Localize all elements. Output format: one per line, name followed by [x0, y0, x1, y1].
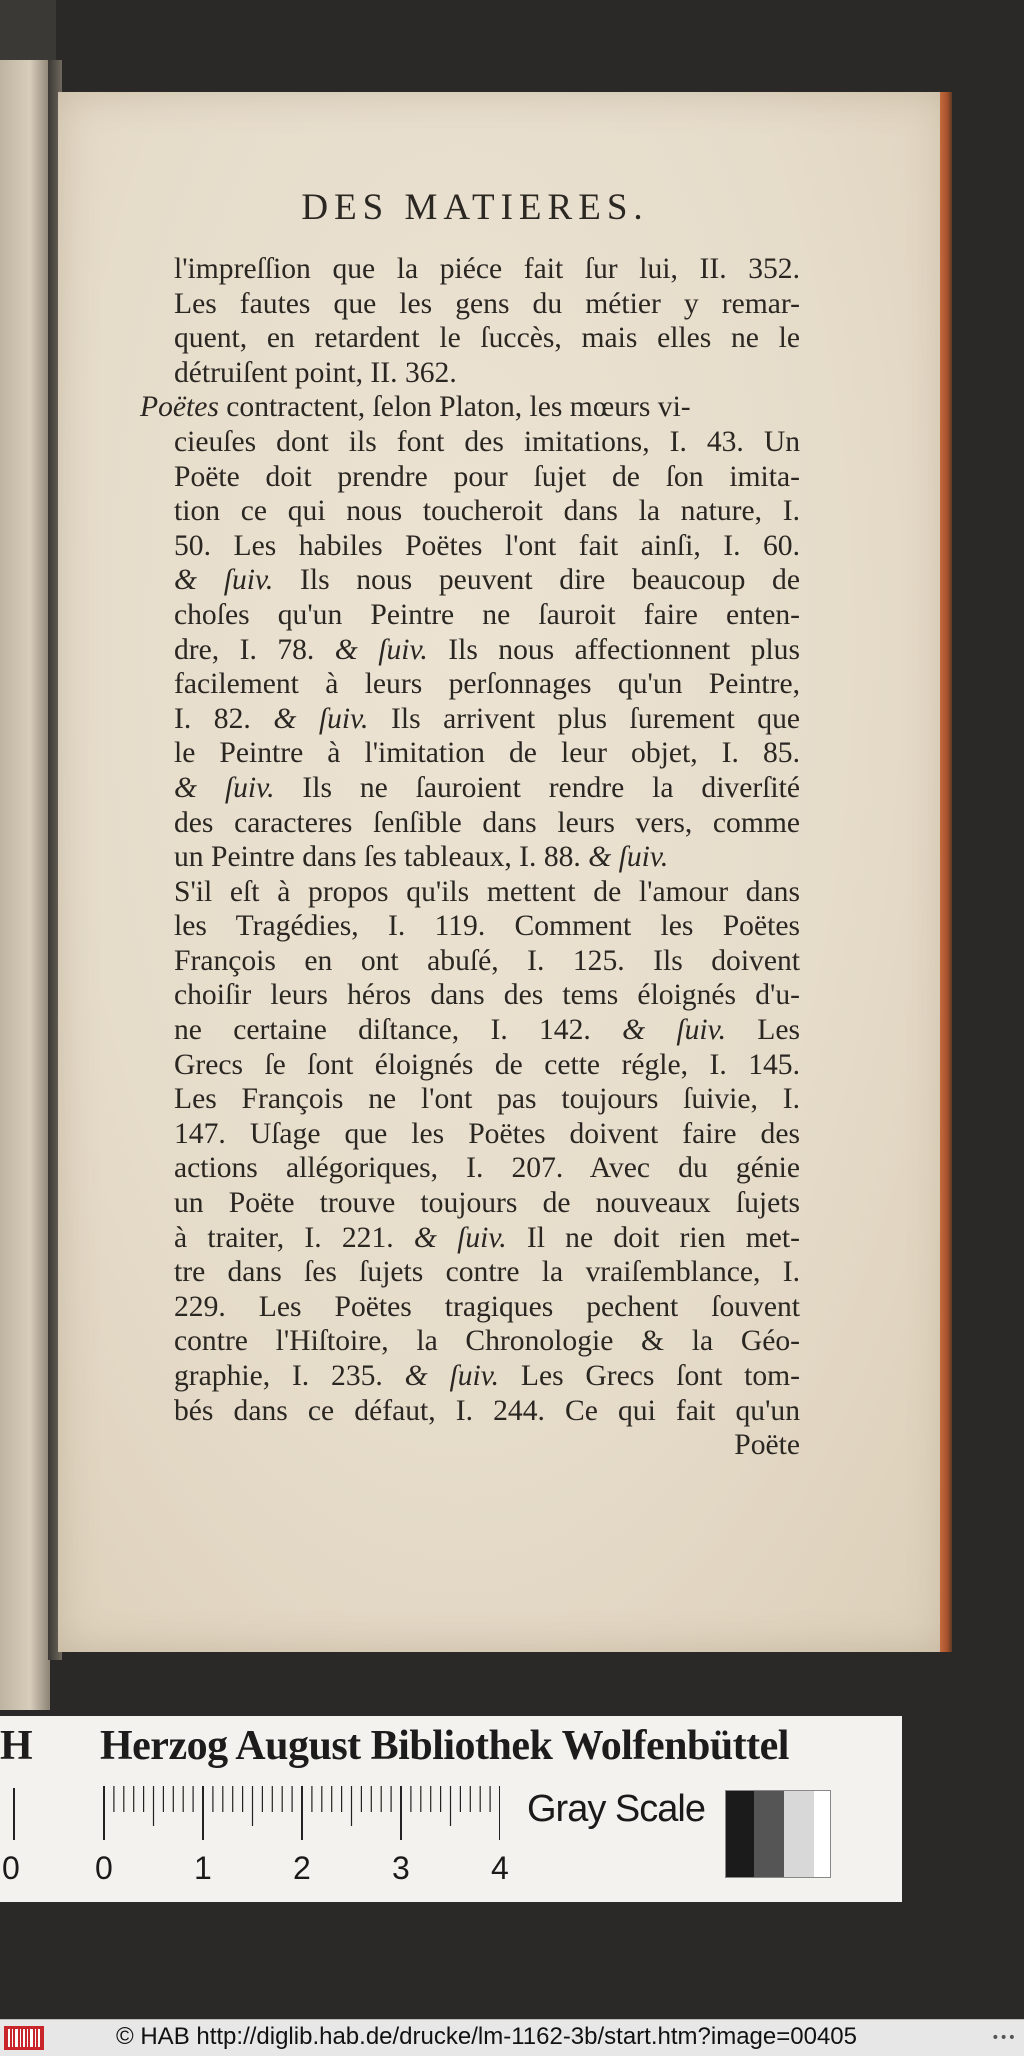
text-line: des caracteres ſenſible dans leurs vers, comme [174, 806, 800, 839]
previous-page-edge [0, 60, 50, 1710]
text-line: quent, en retardent le ſuccès, mais elles ne le [174, 322, 800, 355]
text-line: tion ce qui nous toucheroit dans la nature, I. [174, 495, 800, 528]
text-line: 229. Les Poëtes tragiques pechent ſouvent [174, 1290, 800, 1323]
page-edge-red [940, 92, 952, 1652]
text-line: contre l'Hiſtoire, la Chronologie & la Géo- [174, 1325, 800, 1358]
ruler-number: 2 [293, 1850, 311, 1886]
ruler [100, 1784, 500, 1844]
italic-run: & ſuiv. [273, 702, 369, 735]
ruler-number: 3 [392, 1850, 410, 1886]
ruler-number: 4 [491, 1850, 509, 1886]
text-line: François en ont abuſé, I. 125. Ils doivent [174, 944, 800, 977]
italic-run: & ſuiv. [404, 1360, 500, 1392]
ruler-left-number: 0 [2, 1850, 20, 1886]
barcode-icon [4, 2026, 44, 2050]
text-line: un Poëte trouve toujours de nouveaux ſujets [174, 1187, 800, 1220]
text-line: S'il eſt à propos qu'ils mettent de l'amour dans [174, 875, 800, 908]
gray-patch [814, 1791, 830, 1877]
more-icon[interactable]: ••• [991, 2030, 1016, 2046]
text-line: choiſir leurs héros dans des tems éloignés d'u- [174, 979, 800, 1012]
text-line: Poëte [734, 1429, 800, 1462]
text-line: 147. Uſage que les Poëtes doivent faire des [174, 1117, 800, 1150]
text-line: actions allégoriques, I. 207. Avec du génie [174, 1152, 800, 1185]
footer-bar [0, 2019, 1024, 2056]
ruler-number: 0 [95, 1850, 113, 1886]
scale-card-title: Herzog August Bibliothek Wolfenbüttel [100, 1723, 789, 1769]
italic-run: & ſuiv. [334, 633, 428, 666]
index-text-block [140, 252, 800, 1463]
text-line: 50. Les habiles Poëtes l'ont fait ainſi, I. 60. [174, 529, 800, 562]
background-top-left [0, 0, 56, 60]
running-head: DES MATIERES. [301, 187, 649, 228]
scale-card-left-title-fragment: H [0, 1723, 33, 1769]
text-line: un Peintre dans ſes tableaux, I. 88. & ſuiv. [174, 841, 669, 874]
text-line: ne certaine diſtance, I. 142. & ſuiv. Les [174, 1014, 800, 1047]
text-line: Grecs ſe ſont éloignés de cette régle, I. 145. [174, 1048, 800, 1081]
text-line: Les François ne l'ont pas toujours ſuivie, I. [174, 1083, 800, 1116]
text-line: I. 82. & ſuiv. Ils arrivent plus ſurement que [174, 702, 800, 735]
gray-patch [726, 1791, 754, 1877]
text-line: détruiſent point, II. 362. [174, 356, 457, 389]
text-line: le Peintre à l'imitation de leur objet, I. 85. [174, 737, 800, 770]
italic-run: & ſuiv. [588, 841, 669, 874]
text-line: les Tragédies, I. 119. Comment les Poëtes [174, 910, 800, 943]
italic-run: & ſuiv. [174, 771, 275, 804]
gray-patch [754, 1791, 784, 1877]
footer-copyright-url[interactable]: © HAB http://diglib.hab.de/drucke/lm-1162-3b/start.htm?image=00405 [116, 2023, 857, 2050]
ruler-left-fragment [0, 1784, 20, 1844]
italic-run: Poëtes [140, 391, 219, 424]
text-line: choſes qu'un Peintre ne ſauroit faire enten- [174, 598, 800, 631]
text-line: & ſuiv. Ils ne ſauroient rendre la diverſité [174, 771, 801, 804]
text-line: Les fautes que les gens du métier y remar- [174, 287, 800, 320]
text-line: Poëte doit prendre pour ſujet de ſon imita- [174, 460, 800, 493]
text-line: cieuſes dont ils font des imitations, I. 43. Un [174, 425, 800, 458]
gray-patch [784, 1791, 814, 1877]
text-line: l'impreſſion que la piéce fait ſur lui, II. 352. [174, 253, 800, 285]
text-line: & ſuiv. Ils nous peuvent dire beaucoup de [174, 564, 800, 597]
text-line: facilement à leurs perſonnages qu'un Peintre, [174, 668, 800, 701]
ruler-number: 1 [194, 1850, 212, 1886]
italic-run: & ſuiv. [413, 1221, 507, 1254]
text-line: à traiter, I. 221. & ſuiv. Il ne doit rien met- [174, 1221, 801, 1254]
text-line: graphie, I. 235. & ſuiv. Les Grecs ſont tom- [174, 1360, 801, 1392]
gray-scale-patches [725, 1790, 831, 1878]
italic-run: & ſuiv. [174, 564, 274, 597]
text-line: dre, I. 78. & ſuiv. Ils nous affectionnent plus [174, 633, 800, 666]
italic-run: & ſuiv. [622, 1014, 726, 1047]
gray-scale-label: Gray Scale [527, 1788, 705, 1830]
text-line: tre dans ſes ſujets contre la vraiſemblance, I. [174, 1256, 800, 1289]
text-line: Poëtes contractent, ſelon Platon, les mœurs vi- [140, 391, 691, 424]
text-line: bés dans ce défaut, I. 244. Ce qui fait qu'un [174, 1394, 800, 1427]
